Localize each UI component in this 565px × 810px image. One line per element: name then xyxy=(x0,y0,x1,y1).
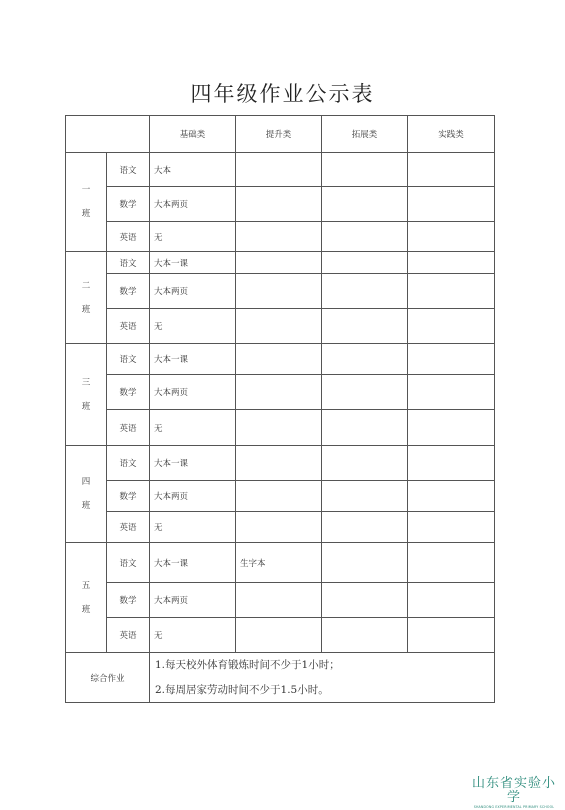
improve-cell xyxy=(236,618,322,653)
class-name: 四班 xyxy=(81,477,91,511)
header-practice: 实践类 xyxy=(408,116,495,153)
practice-cell xyxy=(408,375,495,410)
practice-cell xyxy=(408,481,495,512)
table-row xyxy=(66,274,495,309)
basic-cell: 无 xyxy=(150,512,236,543)
extend-cell xyxy=(322,543,408,583)
extend-cell xyxy=(322,583,408,618)
practice-cell xyxy=(408,446,495,481)
school-logo xyxy=(466,777,562,810)
header-basic: 基础类 xyxy=(150,116,236,153)
corner-cell xyxy=(66,116,150,153)
practice-cell xyxy=(408,543,495,583)
summary-line: 2.每周居家劳动时间不少于1.5小时。 xyxy=(150,678,495,703)
improve-cell xyxy=(236,153,322,187)
practice-cell xyxy=(408,344,495,375)
subject-cell: 语文 xyxy=(107,543,150,583)
subject-cell: 语文 xyxy=(107,252,150,274)
improve-cell xyxy=(236,481,322,512)
extend-cell xyxy=(322,410,408,446)
improve-cell xyxy=(236,252,322,274)
table-row xyxy=(66,583,495,618)
subject-cell: 数学 xyxy=(107,583,150,618)
extend-cell xyxy=(322,481,408,512)
extend-cell xyxy=(322,153,408,187)
basic-cell: 大本两页 xyxy=(150,583,236,618)
practice-cell xyxy=(408,222,495,252)
subject-cell: 数学 xyxy=(107,274,150,309)
improve-cell xyxy=(236,512,322,543)
practice-cell xyxy=(408,410,495,446)
extend-cell xyxy=(322,309,408,344)
class-name: 一班 xyxy=(81,185,91,219)
basic-cell: 大本一课 xyxy=(150,446,236,481)
subject-cell: 语文 xyxy=(107,446,150,481)
class-name-cell xyxy=(66,344,107,446)
subject-cell: 英语 xyxy=(107,410,150,446)
class-name-cell xyxy=(66,446,107,543)
table-row xyxy=(66,543,495,583)
improve-cell xyxy=(236,187,322,222)
practice-cell xyxy=(408,274,495,309)
subject-cell: 英语 xyxy=(107,309,150,344)
table-row xyxy=(66,187,495,222)
header-extend: 拓展类 xyxy=(322,116,408,153)
basic-cell: 大本一课 xyxy=(150,252,236,274)
basic-cell: 无 xyxy=(150,309,236,344)
class-name-cell xyxy=(66,543,107,653)
improve-cell xyxy=(236,410,322,446)
improve-cell: 生字本 xyxy=(236,543,322,583)
extend-cell xyxy=(322,344,408,375)
subject-cell: 数学 xyxy=(107,187,150,222)
practice-cell xyxy=(408,187,495,222)
extend-cell xyxy=(322,446,408,481)
table-row xyxy=(66,222,495,252)
table-row xyxy=(66,252,495,274)
basic-cell: 大本 xyxy=(150,153,236,187)
basic-cell: 大本一课 xyxy=(150,344,236,375)
improve-cell xyxy=(236,274,322,309)
table-row xyxy=(66,618,495,653)
subject-cell: 英语 xyxy=(107,512,150,543)
summary-line: 1.每天校外体育锻炼时间不少于1小时； xyxy=(150,653,495,678)
basic-cell: 大本两页 xyxy=(150,375,236,410)
table-row xyxy=(66,512,495,543)
extend-cell xyxy=(322,274,408,309)
practice-cell xyxy=(408,512,495,543)
basic-cell: 大本一课 xyxy=(150,543,236,583)
table-row xyxy=(66,344,495,375)
table-row xyxy=(66,410,495,446)
basic-cell: 无 xyxy=(150,410,236,446)
subject-cell: 数学 xyxy=(107,375,150,410)
class-name: 二班 xyxy=(81,280,91,315)
improve-cell xyxy=(236,583,322,618)
logo-en-text: SHANDONG EXPERIMENTAL PRIMARY SCHOOL xyxy=(473,805,555,809)
extend-cell xyxy=(322,187,408,222)
improve-cell xyxy=(236,222,322,252)
page-title: 四年级作业公示表 xyxy=(190,82,375,106)
extend-cell xyxy=(322,222,408,252)
improve-cell xyxy=(236,344,322,375)
subject-cell: 英语 xyxy=(107,222,150,252)
table-row xyxy=(66,481,495,512)
practice-cell xyxy=(408,309,495,344)
practice-cell xyxy=(408,252,495,274)
summary-label: 综合作业 xyxy=(66,653,150,703)
basic-cell: 大本两页 xyxy=(150,274,236,309)
header-improve: 提升类 xyxy=(236,116,322,153)
basic-cell: 无 xyxy=(150,222,236,252)
table-row xyxy=(66,375,495,410)
improve-cell xyxy=(236,309,322,344)
class-name: 三班 xyxy=(81,377,91,412)
extend-cell xyxy=(322,512,408,543)
basic-cell: 大本两页 xyxy=(150,187,236,222)
homework-table xyxy=(65,115,495,703)
practice-cell xyxy=(408,583,495,618)
subject-cell: 数学 xyxy=(107,481,150,512)
extend-cell xyxy=(322,375,408,410)
class-name: 五班 xyxy=(81,580,91,615)
logo-cn-text: 山东省实验小学 xyxy=(471,776,556,805)
extend-cell xyxy=(322,618,408,653)
table-row xyxy=(66,446,495,481)
basic-cell: 大本两页 xyxy=(150,481,236,512)
table-row xyxy=(66,153,495,187)
subject-cell: 语文 xyxy=(107,344,150,375)
class-name-cell xyxy=(66,153,107,252)
improve-cell xyxy=(236,375,322,410)
basic-cell: 无 xyxy=(150,618,236,653)
summary-row xyxy=(66,653,495,678)
header-row xyxy=(66,116,495,153)
table-row xyxy=(66,309,495,344)
subject-cell: 英语 xyxy=(107,618,150,653)
class-name-cell xyxy=(66,252,107,344)
practice-cell xyxy=(408,618,495,653)
subject-cell: 语文 xyxy=(107,153,150,187)
extend-cell xyxy=(322,252,408,274)
improve-cell xyxy=(236,446,322,481)
practice-cell xyxy=(408,153,495,187)
